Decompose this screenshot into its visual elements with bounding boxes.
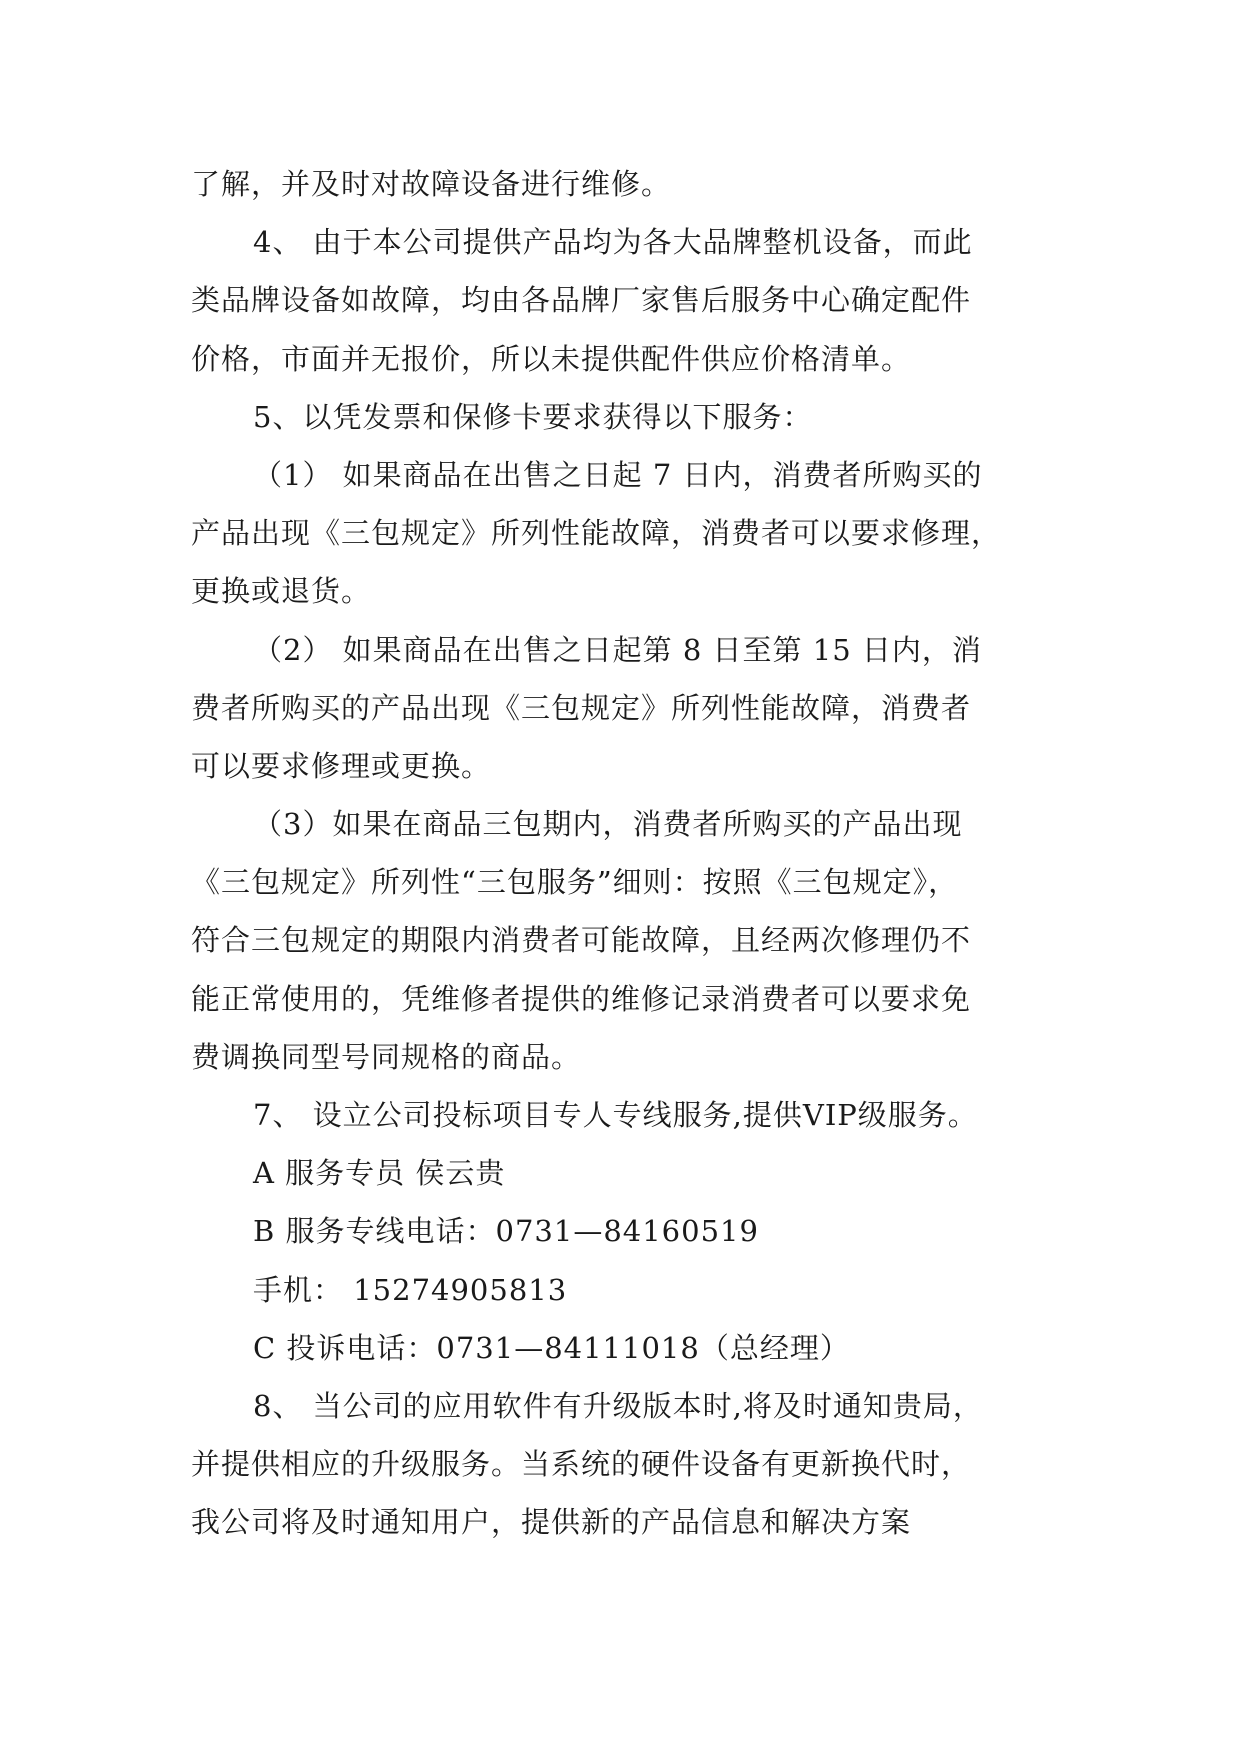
text-line: 4、 由于本公司提供产品均为各大品牌整机设备，而此 bbox=[253, 225, 973, 260]
text-line: 5、以凭发票和保修卡要求获得以下服务： bbox=[253, 399, 813, 434]
text-line: 并提供相应的升级服务。当系统的硬件设备有更新换代时， bbox=[191, 1447, 972, 1482]
text-line: B 服务专线电话：0731—84160519 bbox=[253, 1214, 759, 1249]
text-line: 能正常使用的，凭维修者提供的维修记录消费者可以要求免 bbox=[191, 981, 972, 1016]
text-line: C 投诉电话：0731—84111018（总经理） bbox=[253, 1330, 850, 1365]
text-line: （3）如果在商品三包期内，消费者所购买的产品出现 bbox=[253, 807, 963, 842]
text-line: 7、 设立公司投标项目专人专线服务,提供VIP级服务。 bbox=[253, 1098, 978, 1132]
text-line: 费者所购买的产品出现《三包规定》所列性能故障，消费者 bbox=[191, 690, 972, 725]
text-line: 了解，并及时对故障设备进行维修。 bbox=[191, 167, 672, 201]
text-line: 价格，市面并无报价，所以未提供配件供应价格清单。 bbox=[191, 341, 912, 376]
text-line: （2） 如果商品在出售之日起第 8 日至第 15 日内，消 bbox=[253, 632, 982, 667]
text-line: 费调换同型号同规格的商品。 bbox=[191, 1039, 582, 1074]
text-line: 符合三包规定的期限内消费者可能故障，且经两次修理仍不 bbox=[191, 923, 972, 958]
text-line: 更换或退货。 bbox=[191, 574, 372, 609]
text-line: 手机： 15274905813 bbox=[253, 1272, 568, 1307]
document-body bbox=[191, 155, 1061, 1552]
text-line: 我公司将及时通知用户，提供新的产品信息和解决方案 bbox=[191, 1505, 912, 1540]
text-line: 可以要求修理或更换。 bbox=[191, 748, 492, 783]
text-line: 类品牌设备如故障，均由各品牌厂家售后服务中心确定配件 bbox=[191, 283, 972, 318]
text-line: A 服务专员 侯云贵 bbox=[253, 1156, 506, 1191]
text-line: 8、 当公司的应用软件有升级版本时,将及时通知贵局， bbox=[253, 1388, 983, 1423]
text-line: 《三包规定》所列性“三包服务”细则：按照《三包规定》， bbox=[191, 865, 959, 900]
text-line: （1） 如果商品在出售之日起 7 日内，消费者所购买的 bbox=[253, 457, 983, 492]
text-line: 产品出现《三包规定》所列性能故障，消费者可以要求修理， bbox=[191, 516, 1002, 551]
